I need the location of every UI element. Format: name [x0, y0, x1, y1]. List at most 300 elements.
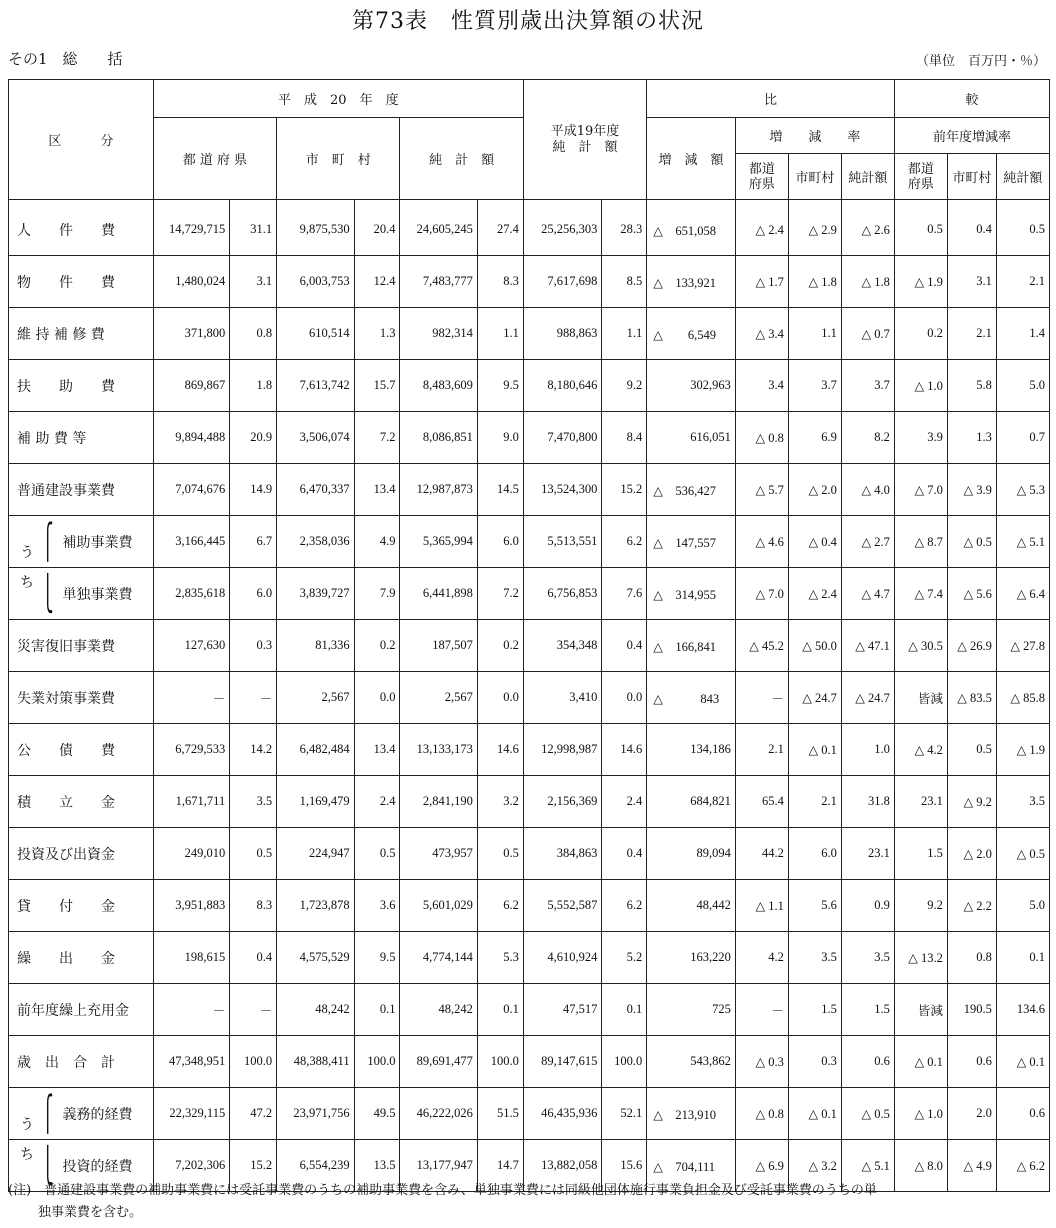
cell: 7.9: [354, 568, 400, 620]
cell: 5.2: [602, 932, 647, 984]
expenditure-table: [8, 79, 1050, 1192]
row-label-text: 失業対策事業費: [17, 690, 115, 707]
cell: △ 536,427: [647, 464, 736, 516]
cell: 8,180,646: [523, 360, 602, 412]
brace-icon: ⎧: [42, 521, 54, 562]
cell: 13,882,058: [523, 1140, 602, 1192]
cell: 0.2: [354, 620, 400, 672]
cell: 31.1: [230, 200, 277, 256]
header-rate-todo: 都道 府県: [735, 154, 788, 200]
header-kubun: 区 分: [9, 80, 154, 200]
cell: 23.1: [894, 776, 947, 828]
cell: 371,800: [153, 308, 229, 360]
cell: 4.2: [735, 932, 788, 984]
cell: 3.7: [841, 360, 894, 412]
cell: 3.5: [788, 932, 841, 984]
cell: 0.6: [996, 1088, 1049, 1140]
cell: 15.2: [230, 1140, 277, 1192]
cell: 1.5: [841, 984, 894, 1036]
cell: 49.5: [354, 1088, 400, 1140]
cell: 13.4: [354, 464, 400, 516]
cell: △ 843: [647, 672, 736, 724]
cell: △ 0.1: [788, 724, 841, 776]
row-label: [9, 880, 154, 932]
table-row: [9, 568, 1050, 620]
cell: △ 4.9: [947, 1140, 996, 1192]
cell: △ 5.3: [996, 464, 1049, 516]
cell: △ 4.2: [894, 724, 947, 776]
cell: 8,483,609: [400, 360, 477, 412]
cell: 2,567: [400, 672, 477, 724]
cell: 0.0: [354, 672, 400, 724]
cell: 3,951,883: [153, 880, 229, 932]
cell: 543,862: [647, 1036, 736, 1088]
cell: 6,756,853: [523, 568, 602, 620]
row-label-text: 義務的経費: [62, 1106, 133, 1123]
row-label-text: 前年度繰上充用金: [17, 1002, 129, 1019]
cell: 7.6: [602, 568, 647, 620]
cell: 13,524,300: [523, 464, 602, 516]
cell: 2.0: [947, 1088, 996, 1140]
cell: 28.3: [602, 200, 647, 256]
page-title: 第73表 性質別歳出決算額の状況: [352, 9, 704, 34]
cell: 7.2: [354, 412, 400, 464]
cell: －: [230, 984, 277, 1036]
cell: 1.1: [602, 308, 647, 360]
uchi-char: ち: [20, 574, 34, 591]
cell: 7,074,676: [153, 464, 229, 516]
cell: 5.3: [477, 932, 523, 984]
cell: 9,894,488: [153, 412, 229, 464]
cell: 0.9: [841, 880, 894, 932]
cell: 3.4: [735, 360, 788, 412]
header-rate-jun: 純計額: [841, 154, 894, 200]
cell: △ 651,058: [647, 200, 736, 256]
cell: 2,567: [277, 672, 354, 724]
cell: 3.5: [230, 776, 277, 828]
cell: 7.2: [477, 568, 523, 620]
cell: 9.5: [477, 360, 523, 412]
header-h19: 平成19年度 純 計 額: [523, 80, 646, 200]
cell: △ 0.7: [841, 308, 894, 360]
row-label-text: 公 債 費: [17, 742, 115, 759]
cell: △ 2.0: [947, 828, 996, 880]
cell: 1.8: [230, 360, 277, 412]
cell: 9.2: [894, 880, 947, 932]
cell: 684,821: [647, 776, 736, 828]
cell: 0.4: [602, 620, 647, 672]
cell: △ 1.9: [894, 256, 947, 308]
cell: △ 2.6: [841, 200, 894, 256]
cell: △ 7.4: [894, 568, 947, 620]
header-shichoson: 市 町 村: [277, 118, 400, 200]
cell: －: [230, 672, 277, 724]
cell: 22,329,115: [153, 1088, 229, 1140]
cell: 14.9: [230, 464, 277, 516]
cell: 44.2: [735, 828, 788, 880]
header-prev-shi: 市町村: [947, 154, 996, 200]
table-row: [9, 620, 1050, 672]
cell: 5,601,029: [400, 880, 477, 932]
brace-icon: ⎩: [42, 1145, 54, 1186]
cell: △ 0.5: [996, 828, 1049, 880]
cell: 0.5: [996, 200, 1049, 256]
cell: 31.8: [841, 776, 894, 828]
row-label: [9, 412, 154, 464]
cell: △ 1.0: [894, 360, 947, 412]
cell: △ 1.1: [735, 880, 788, 932]
cell: 5,365,994: [400, 516, 477, 568]
cell: 3,166,445: [153, 516, 229, 568]
header-todofuken: 都 道 府 県: [153, 118, 276, 200]
cell: 6,441,898: [400, 568, 477, 620]
uchi-char: う: [20, 544, 34, 561]
cell: △ 47.1: [841, 620, 894, 672]
cell: 47,517: [523, 984, 602, 1036]
header-kaku: 較: [894, 80, 1049, 118]
cell: 9.2: [602, 360, 647, 412]
cell: －: [153, 672, 229, 724]
cell: 0.1: [477, 984, 523, 1036]
cell: 14.6: [602, 724, 647, 776]
cell: △ 24.7: [788, 672, 841, 724]
cell: 982,314: [400, 308, 477, 360]
cell: 15.7: [354, 360, 400, 412]
cell: 163,220: [647, 932, 736, 984]
cell: △ 0.5: [841, 1088, 894, 1140]
cell: 3.7: [788, 360, 841, 412]
cell: 3,506,074: [277, 412, 354, 464]
row-label: [9, 672, 154, 724]
cell: △ 3.4: [735, 308, 788, 360]
cell: 4.9: [354, 516, 400, 568]
row-label: [9, 724, 154, 776]
cell: 15.6: [602, 1140, 647, 1192]
table-row: [9, 776, 1050, 828]
cell: 0.3: [230, 620, 277, 672]
cell: 3.5: [841, 932, 894, 984]
cell: 6,554,239: [277, 1140, 354, 1192]
cell: 47,348,951: [153, 1036, 229, 1088]
cell: 13.5: [354, 1140, 400, 1192]
cell: △ 1.0: [894, 1088, 947, 1140]
row-label-text: 人 件 費: [17, 222, 115, 239]
cell: △ 5.6: [947, 568, 996, 620]
row-label-text: 単独事業費: [62, 586, 133, 603]
cell: 3.1: [947, 256, 996, 308]
cell: 14.5: [477, 464, 523, 516]
table-row: [9, 200, 1050, 256]
header-rate-shi: 市町村: [788, 154, 841, 200]
cell: 0.6: [841, 1036, 894, 1088]
row-label: [9, 1036, 154, 1088]
cell: 0.4: [947, 200, 996, 256]
cell: 6.7: [230, 516, 277, 568]
cell: 5,552,587: [523, 880, 602, 932]
cell: 2,835,618: [153, 568, 229, 620]
table-row: [9, 672, 1050, 724]
cell: 89,147,615: [523, 1036, 602, 1088]
cell: 0.2: [477, 620, 523, 672]
table-row: [9, 1036, 1050, 1088]
cell: △ 13.2: [894, 932, 947, 984]
cell: 48,242: [400, 984, 477, 1036]
cell: 0.8: [230, 308, 277, 360]
row-label-text: 補 助 費 等: [17, 430, 87, 447]
cell: △ 704,111: [647, 1140, 736, 1192]
cell: 224,947: [277, 828, 354, 880]
cell: 0.1: [996, 932, 1049, 984]
cell: 20.4: [354, 200, 400, 256]
unit-label: （単位 百万円・％）: [915, 54, 1046, 69]
cell: △ 7.0: [735, 568, 788, 620]
cell: △ 26.9: [947, 620, 996, 672]
cell: △ 2.4: [735, 200, 788, 256]
cell: △ 2.0: [788, 464, 841, 516]
cell: －: [153, 984, 229, 1036]
table-row: [9, 724, 1050, 776]
cell: △ 4.6: [735, 516, 788, 568]
cell: △ 24.7: [841, 672, 894, 724]
cell: 14.7: [477, 1140, 523, 1192]
table-row: [9, 880, 1050, 932]
cell: 0.4: [602, 828, 647, 880]
cell: △ 1.7: [735, 256, 788, 308]
cell: 6.0: [788, 828, 841, 880]
cell: 20.9: [230, 412, 277, 464]
cell: 3.6: [354, 880, 400, 932]
cell: 48,388,411: [277, 1036, 354, 1088]
cell: 47.2: [230, 1088, 277, 1140]
row-label-text: 積 立 金: [17, 794, 115, 811]
cell: 8,086,851: [400, 412, 477, 464]
cell: △ 9.2: [947, 776, 996, 828]
cell: 14,729,715: [153, 200, 229, 256]
cell: △ 3.9: [947, 464, 996, 516]
cell: 190.5: [947, 984, 996, 1036]
cell: 8.4: [602, 412, 647, 464]
cell: 2.1: [947, 308, 996, 360]
cell: 7,613,742: [277, 360, 354, 412]
row-label-text: 災害復旧事業費: [17, 638, 115, 655]
cell: 3.1: [230, 256, 277, 308]
cell: △ 2.7: [841, 516, 894, 568]
cell: △ 4.0: [841, 464, 894, 516]
table-row: [9, 828, 1050, 880]
cell: △ 30.5: [894, 620, 947, 672]
row-label: [9, 256, 154, 308]
cell: 1.3: [354, 308, 400, 360]
cell: 100.0: [602, 1036, 647, 1088]
cell: 23.1: [841, 828, 894, 880]
cell: 134,186: [647, 724, 736, 776]
cell: △ 314,955: [647, 568, 736, 620]
row-label: [9, 776, 154, 828]
row-label-text: 投資及び出資金: [17, 846, 115, 863]
cell: △ 27.8: [996, 620, 1049, 672]
brace-icon: ⎧: [42, 1093, 54, 1134]
footnote: [8, 1180, 1050, 1224]
cell: 9.5: [354, 932, 400, 984]
uchi-char: う: [20, 1116, 34, 1133]
cell: 2,841,190: [400, 776, 477, 828]
row-label-text: 貸 付 金: [17, 898, 115, 915]
cell: 6.2: [477, 880, 523, 932]
row-label-text: 繰 出 金: [17, 950, 115, 967]
cell: 6.0: [477, 516, 523, 568]
cell: 249,010: [153, 828, 229, 880]
table-row: [9, 1088, 1050, 1140]
cell: △ 0.3: [735, 1036, 788, 1088]
cell: 988,863: [523, 308, 602, 360]
cell: △ 0.1: [788, 1088, 841, 1140]
cell: 1.1: [477, 308, 523, 360]
cell: 134.6: [996, 984, 1049, 1036]
cell: 52.1: [602, 1088, 647, 1140]
cell: 0.4: [230, 932, 277, 984]
cell: －: [735, 984, 788, 1036]
cell: 0.6: [947, 1036, 996, 1088]
cell: 6,470,337: [277, 464, 354, 516]
header-junkeigaku: 純 計 額: [400, 118, 523, 200]
cell: 3.9: [894, 412, 947, 464]
cell: 3,410: [523, 672, 602, 724]
cell: 0.2: [894, 308, 947, 360]
cell: 6.2: [602, 880, 647, 932]
cell: 6.0: [230, 568, 277, 620]
cell: 46,222,026: [400, 1088, 477, 1140]
cell: △ 2.4: [788, 568, 841, 620]
cell: 6,729,533: [153, 724, 229, 776]
cell: △ 133,921: [647, 256, 736, 308]
cell: 100.0: [354, 1036, 400, 1088]
cell: 0.5: [230, 828, 277, 880]
cell: 8.5: [602, 256, 647, 308]
cell: 100.0: [477, 1036, 523, 1088]
row-label: [9, 200, 154, 256]
header-zogenritsu: 増 減 率: [735, 118, 894, 154]
cell: 2,156,369: [523, 776, 602, 828]
cell: 100.0: [230, 1036, 277, 1088]
cell: 725: [647, 984, 736, 1036]
cell: 1.4: [996, 308, 1049, 360]
cell: 9.0: [477, 412, 523, 464]
cell: 2.1: [788, 776, 841, 828]
cell: 13,133,173: [400, 724, 477, 776]
cell: 1.5: [894, 828, 947, 880]
table-row: [9, 256, 1050, 308]
cell: 48,442: [647, 880, 736, 932]
cell: 15.2: [602, 464, 647, 516]
table-row: [9, 516, 1050, 568]
cell: 0.7: [996, 412, 1049, 464]
cell: △ 6.9: [735, 1140, 788, 1192]
cell: 0.5: [947, 724, 996, 776]
cell: △ 0.1: [996, 1036, 1049, 1088]
cell: 869,867: [153, 360, 229, 412]
section-subtitle: その1 総 括: [8, 50, 123, 68]
cell: 2.1: [735, 724, 788, 776]
cell: 14.2: [230, 724, 277, 776]
cell: 89,691,477: [400, 1036, 477, 1088]
cell: 0.5: [477, 828, 523, 880]
table-row: [9, 464, 1050, 516]
row-label-text: 投資的経費: [62, 1158, 133, 1175]
cell: 127,630: [153, 620, 229, 672]
row-label: [9, 1088, 154, 1140]
cell: △ 1.8: [841, 256, 894, 308]
cell: 1,671,711: [153, 776, 229, 828]
cell: 0.3: [788, 1036, 841, 1088]
cell: 89,094: [647, 828, 736, 880]
cell: 7,202,306: [153, 1140, 229, 1192]
cell: 610,514: [277, 308, 354, 360]
cell: 616,051: [647, 412, 736, 464]
row-label-text: 扶 助 費: [17, 378, 115, 395]
row-label: [9, 360, 154, 412]
cell: △ 7.0: [894, 464, 947, 516]
header-prev-jun: 純計額: [996, 154, 1049, 200]
cell: 3.2: [477, 776, 523, 828]
row-label: [9, 568, 154, 620]
cell: 187,507: [400, 620, 477, 672]
row-label: [9, 828, 154, 880]
cell: 13.4: [354, 724, 400, 776]
cell: 5.0: [996, 360, 1049, 412]
cell: 0.5: [894, 200, 947, 256]
header-hi: 比: [647, 80, 895, 118]
cell: 4,774,144: [400, 932, 477, 984]
cell: 5.8: [947, 360, 996, 412]
row-label: [9, 932, 154, 984]
cell: 1,723,878: [277, 880, 354, 932]
cell: 8.2: [841, 412, 894, 464]
cell: △ 8.7: [894, 516, 947, 568]
cell: 6,003,753: [277, 256, 354, 308]
cell: 5.6: [788, 880, 841, 932]
cell: △ 83.5: [947, 672, 996, 724]
cell: △ 6,549: [647, 308, 736, 360]
cell: △ 2.2: [947, 880, 996, 932]
cell: 2.1: [996, 256, 1049, 308]
cell: 0.5: [354, 828, 400, 880]
cell: 12,987,873: [400, 464, 477, 516]
cell: 9,875,530: [277, 200, 354, 256]
cell: △ 0.8: [735, 412, 788, 464]
row-label-text: 物 件 費: [17, 274, 115, 291]
cell: △ 213,910: [647, 1088, 736, 1140]
cell: △ 0.4: [788, 516, 841, 568]
cell: 6,482,484: [277, 724, 354, 776]
row-label-text: 歳 出 合 計: [17, 1054, 115, 1071]
cell: 皆減: [894, 984, 947, 1036]
table-row: [9, 984, 1050, 1036]
cell: △ 5.7: [735, 464, 788, 516]
cell: 51.5: [477, 1088, 523, 1140]
cell: 3,839,727: [277, 568, 354, 620]
cell: 2,358,036: [277, 516, 354, 568]
header-zennen: 前年度増減率: [894, 118, 1049, 154]
header-prev-todo: 都道 府県: [894, 154, 947, 200]
cell: 0.0: [477, 672, 523, 724]
cell: 13,177,947: [400, 1140, 477, 1192]
table-row: [9, 412, 1050, 464]
cell: 8.3: [230, 880, 277, 932]
cell: －: [735, 672, 788, 724]
cell: 6.2: [602, 516, 647, 568]
footnote-line2: 独事業費を含む。: [38, 1205, 143, 1220]
cell: 25,256,303: [523, 200, 602, 256]
